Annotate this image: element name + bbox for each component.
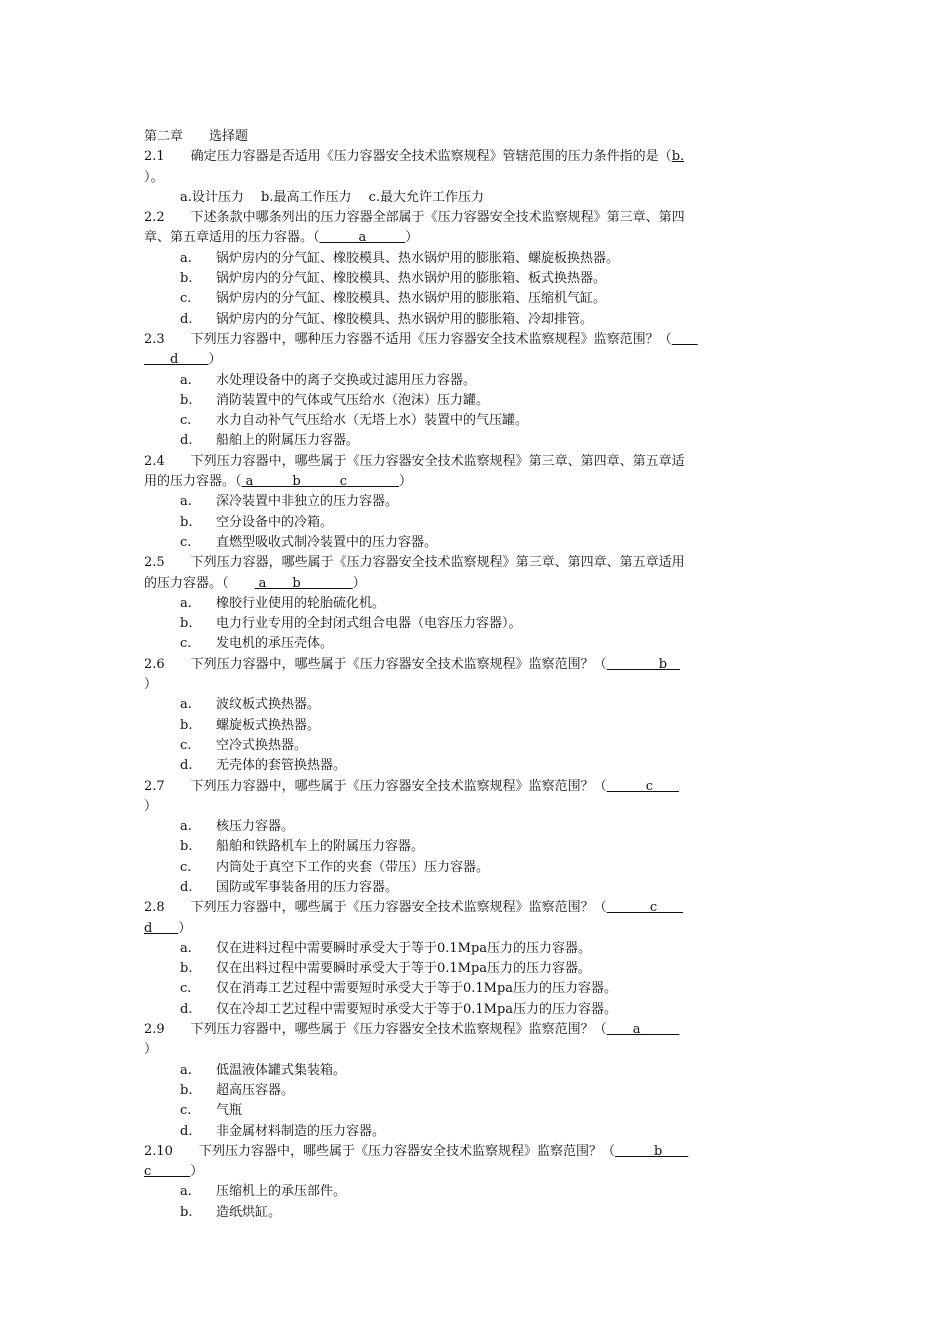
option-2-4-b: b. 空分设备中的冷箱。 [180,514,334,530]
option-2-6-b: b. 螺旋板式换热器。 [180,717,321,733]
answer-2-10-part1: b [614,1143,689,1159]
question-2-1-options: a.设计压力 b.最高工作压力 c.最大允许工作压力 [180,189,485,205]
answer-2-7: c [606,778,679,794]
question-2-1-line2: ）。 [144,169,164,185]
option-2-3-b: b. 消防装置中的气体或气压给水（泡沫）压力罐。 [180,392,490,408]
option-2-2-b: b. 锅炉房内的分气缸、橡胶模具、热水锅炉用的膨胀箱、板式换热器。 [180,271,607,287]
question-2-5-line2: 的压力容器。（ a b ） [144,575,366,591]
option-2-2-d: d. 锅炉房内的分气缸、橡胶模具、热水锅炉用的膨胀箱、冷却排管。 [180,311,594,327]
question-2-5-line1: 2.5 下列压力容器，哪些属于《压力容器安全技术监察规程》第三章、第四章、第五章适用 [144,555,685,571]
answer-2-6: b [606,656,681,672]
chapter-title: 第二章 [144,129,184,144]
question-2-7-line1: 2.7 下列压力容器中，哪些属于《压力容器安全技术监察规程》监察范围？（ c [144,778,679,794]
document-body [144,127,806,1223]
option-2-3-a: a. 水处理设备中的离子交换或过滤用压力容器。 [180,372,477,388]
chapter-subtitle: 选择题 [209,129,249,144]
option-2-7-c: c. 内筒处于真空下工作的夹套（带压）压力容器。 [180,859,490,875]
option-2-10-b: b. 造纸烘缸。 [180,1204,282,1220]
answer-2-8-part2: d [144,920,179,936]
option-2-7-a: a. 核压力容器。 [180,819,295,835]
option-2-5-b: b. 电力行业专用的全封闭式组合电器（电容压力容器）。 [180,616,522,632]
question-2-10-line1: 2.10 下列压力容器中，哪些属于《压力容器安全技术监察规程》监察范围？（ b [144,1143,689,1159]
question-2-4-line1: 2.4 下列压力容器中，哪些属于《压力容器安全技术监察规程》第三章、第四章、第五章适 [144,453,685,469]
question-2-2-line2: 章、第五章适用的压力容器。（ a ） [144,230,419,246]
option-2-3-c: c. 水力自动补气气压给水（无塔上水）装置中的气压罐。 [180,413,529,429]
option-2-8-c: c. 仅在消毒工艺过程中需要短时承受大于等于0.1Mpa压力的压力容器。 [180,981,618,997]
question-2-9-line1: 2.9 下列压力容器中，哪些属于《压力容器安全技术监察规程》监察范围？（ a [144,1022,680,1038]
answer-2-9: a [606,1022,680,1038]
question-2-6-line1: 2.6 下列压力容器中，哪些属于《压力容器安全技术监察规程》监察范围？（ b [144,656,681,672]
option-2-9-c: c. 气瓶 [180,1103,243,1119]
answer-2-2: a [319,230,406,246]
option-2-9-b: b. 超高压容器。 [180,1082,295,1098]
option-2-10-a: a. 压缩机上的承压部件。 [180,1184,347,1200]
answer-2-8-part1: c [606,900,684,916]
question-2-8-line2: d ） [144,920,192,936]
answer-2-1: b. [671,149,685,165]
option-2-9-a: a. 低温液体罐式集装箱。 [180,1062,347,1078]
question-2-2-line1: 2.2 下述条款中哪条列出的压力容器全部属于《压力容器安全技术监察规程》第三章、第四 [144,210,685,226]
question-2-3-line2: d ） [144,352,222,368]
answer-2-5: a b [254,575,353,591]
question-2-8-line1: 2.8 下列压力容器中，哪些属于《压力容器安全技术监察规程》监察范围？（ c [144,900,684,916]
option-2-8-b: b. 仅在出料过程中需要瞬时承受大于等于0.1Mpa压力的压力容器。 [180,961,592,977]
option-2-2-c: c. 锅炉房内的分气缸、橡胶模具、热水锅炉用的膨胀箱、压缩机气缸。 [180,291,607,307]
answer-2-3-part1 [672,332,698,347]
question-2-1-line1: 2.1 确定压力容器是否适用《压力容器安全技术监察规程》管辖范围的压力条件指的是（b. [144,149,685,165]
option-2-4-c: c. 直燃型吸收式制冷装置中的压力容器。 [180,534,438,550]
answer-2-3-part2: d [144,352,209,368]
option-2-5-a: a. 橡胶行业使用的轮胎硫化机。 [180,595,386,611]
option-2-9-d: d. 非金属材料制造的压力容器。 [180,1123,386,1139]
option-2-6-a: a. 波纹板式换热器。 [180,697,321,713]
answer-2-10-part2: c [144,1164,191,1180]
option-2-6-d: d. 无壳体的套管换热器。 [180,758,347,774]
option-2-7-d: d. 国防或军事装备用的压力容器。 [180,879,399,895]
answer-2-4: a b c [241,474,400,490]
question-2-3-line1: 2.3 下列压力容器中，哪种压力容器不适用《压力容器安全技术监察规程》监察范围？（ [144,330,806,350]
question-2-10-line2: c ） [144,1164,204,1180]
option-2-8-a: a. 仅在进料过程中需要瞬时承受大于等于0.1Mpa压力的压力容器。 [180,940,592,956]
question-2-6-line2: ） [144,677,158,693]
question-2-4-line2: 用的压力容器。（ a b c ） [144,474,413,490]
option-2-3-d: d. 船舶上的附属压力容器。 [180,433,360,449]
option-2-8-d: d. 仅在冷却工艺过程中需要短时承受大于等于0.1Mpa压力的压力容器。 [180,1001,618,1017]
option-2-7-b: b. 船舶和铁路机车上的附属压力容器。 [180,839,425,855]
question-2-9-line2: ） [144,1042,158,1058]
option-2-6-c: c. 空冷式换热器。 [180,737,308,753]
option-2-2-a: a. 锅炉房内的分气缸、橡胶模具、热水锅炉用的膨胀箱、螺旋板换热器。 [180,250,620,266]
option-2-4-a: a. 深冷装置中非独立的压力容器。 [180,494,399,510]
question-2-7-line2: ） [144,798,158,814]
option-2-5-c: c. 发电机的承压壳体。 [180,636,334,652]
chapter-heading [144,127,806,147]
